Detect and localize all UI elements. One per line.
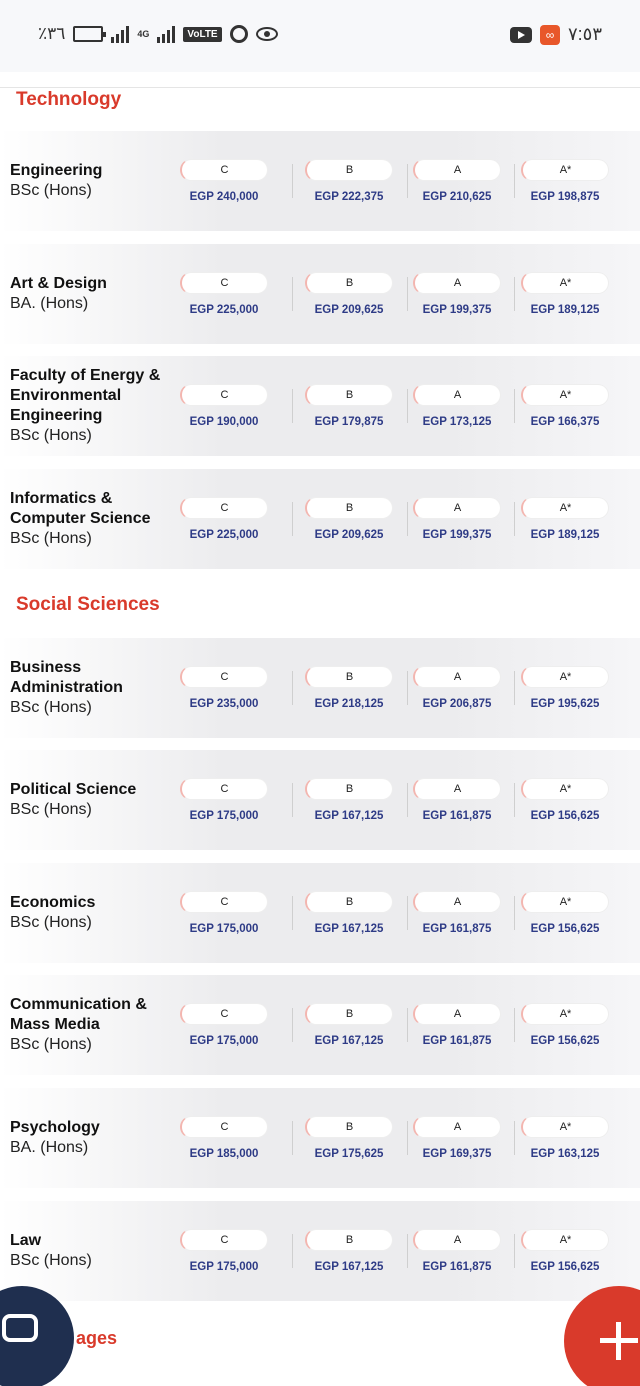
program-name: Faculty of Energy & Environmental Engineering	[10, 367, 161, 424]
program-row	[0, 469, 640, 569]
grade-price: EGP 189,125	[530, 304, 600, 316]
battery-percent: ٪٣٦	[38, 24, 66, 43]
grade-price: EGP 161,875	[422, 923, 492, 935]
grade-price: EGP 161,875	[422, 1261, 492, 1273]
grade-cell	[522, 469, 608, 569]
grade-pill: B	[305, 1229, 393, 1251]
grade-price: EGP 161,875	[422, 810, 492, 822]
alarm-icon	[230, 25, 248, 43]
grade-pill: C	[180, 272, 268, 294]
program-row	[0, 975, 640, 1075]
program-degree: BSc (Hons)	[10, 801, 92, 818]
grade-pill: A*	[521, 159, 609, 181]
column-divider	[407, 1008, 408, 1042]
program-info	[10, 750, 180, 850]
grade-pill: A	[413, 778, 501, 800]
grade-price: EGP 173,125	[422, 416, 492, 428]
program-row	[0, 638, 640, 738]
grade-price: EGP 167,125	[314, 1035, 384, 1047]
column-divider	[514, 389, 515, 423]
grade-cell	[522, 244, 608, 344]
grade-cell	[306, 975, 392, 1075]
program-name: Political Science	[10, 781, 137, 798]
grade-price: EGP 175,000	[189, 1035, 259, 1047]
grade-cell	[414, 638, 500, 738]
grade-price: EGP 163,125	[530, 1148, 600, 1160]
grade-pill: B	[305, 891, 393, 913]
program-info	[10, 1201, 180, 1301]
grade-pill: B	[305, 159, 393, 181]
grade-cell	[414, 1088, 500, 1188]
column-divider	[292, 896, 293, 930]
grade-pill: A*	[521, 384, 609, 406]
grade-price: EGP 199,375	[422, 529, 492, 541]
grade-price: EGP 218,125	[314, 698, 384, 710]
grade-pill: C	[180, 384, 268, 406]
grade-cell	[184, 244, 264, 344]
program-info	[10, 244, 180, 344]
grade-price: EGP 156,625	[530, 923, 600, 935]
grade-price: EGP 175,000	[189, 923, 259, 935]
program-name: Law	[10, 1232, 42, 1249]
grade-price: EGP 210,625	[422, 191, 492, 203]
column-divider	[514, 1234, 515, 1268]
status-left	[38, 24, 278, 44]
grade-price: EGP 167,125	[314, 1261, 384, 1273]
grade-cell	[414, 975, 500, 1075]
grade-price: EGP 198,875	[530, 191, 600, 203]
grade-pill: A*	[521, 666, 609, 688]
grade-pill: C	[180, 1116, 268, 1138]
program-degree: BA. (Hons)	[10, 1139, 89, 1156]
grade-price: EGP 206,875	[422, 698, 492, 710]
grade-pill: B	[305, 666, 393, 688]
grade-pill: A	[413, 1229, 501, 1251]
grade-pill: B	[305, 384, 393, 406]
program-row	[0, 1088, 640, 1188]
program-name: Communication & Mass Media	[10, 996, 147, 1033]
chat-button[interactable]	[0, 1286, 74, 1386]
grade-cell	[184, 1088, 264, 1188]
grade-cell	[522, 750, 608, 850]
program-row	[0, 750, 640, 850]
grade-price: EGP 179,875	[314, 416, 384, 428]
grade-pill: A*	[521, 1116, 609, 1138]
program-row	[0, 131, 640, 231]
grade-pill: C	[180, 1003, 268, 1025]
program-degree: BSc (Hons)	[10, 182, 92, 199]
program-degree: BA. (Hons)	[10, 295, 89, 312]
grade-price: EGP 166,375	[530, 416, 600, 428]
grade-price: EGP 167,125	[314, 923, 384, 935]
program-info	[10, 638, 180, 738]
grade-cell	[306, 1201, 392, 1301]
grade-pill: A*	[521, 778, 609, 800]
grade-price: EGP 167,125	[314, 810, 384, 822]
column-divider	[407, 671, 408, 705]
grade-price: EGP 222,375	[314, 191, 384, 203]
grade-price: EGP 209,625	[314, 304, 384, 316]
grade-pill: A*	[521, 497, 609, 519]
network-type: 4G	[137, 29, 150, 39]
grade-cell	[414, 1201, 500, 1301]
column-divider	[407, 277, 408, 311]
grade-cell	[522, 638, 608, 738]
program-info	[10, 356, 180, 456]
grade-cell	[414, 863, 500, 963]
program-degree: BSc (Hons)	[10, 699, 92, 716]
grade-pill: A*	[521, 272, 609, 294]
grade-price: EGP 209,625	[314, 529, 384, 541]
grade-price: EGP 175,625	[314, 1148, 384, 1160]
grade-pill: B	[305, 1116, 393, 1138]
grade-pill: A	[413, 497, 501, 519]
signal-icon	[111, 25, 129, 43]
column-divider	[407, 1121, 408, 1155]
column-divider	[292, 389, 293, 423]
column-divider	[292, 671, 293, 705]
program-degree: BSc (Hons)	[10, 427, 92, 444]
header-divider	[0, 87, 640, 88]
grade-cell	[306, 750, 392, 850]
column-divider	[292, 783, 293, 817]
grade-price: EGP 169,375	[422, 1148, 492, 1160]
program-info	[10, 469, 180, 569]
column-divider	[292, 1234, 293, 1268]
grade-pill: C	[180, 497, 268, 519]
grade-cell	[184, 131, 264, 231]
battery-icon	[73, 26, 103, 42]
status-bar	[0, 0, 640, 72]
column-divider	[292, 1121, 293, 1155]
column-divider	[514, 1121, 515, 1155]
add-button[interactable]	[564, 1286, 640, 1386]
youtube-icon	[510, 27, 532, 43]
column-divider	[292, 164, 293, 198]
column-divider	[514, 1008, 515, 1042]
column-divider	[407, 783, 408, 817]
program-name: Economics	[10, 894, 96, 911]
grade-cell	[306, 244, 392, 344]
section-languages: ages	[76, 1328, 118, 1348]
grade-price: EGP 156,625	[530, 1261, 600, 1273]
grade-price: EGP 161,875	[422, 1035, 492, 1047]
program-name: Psychology	[10, 1119, 100, 1136]
plus-icon-vertical	[616, 1322, 621, 1360]
column-divider	[292, 1008, 293, 1042]
column-divider	[514, 277, 515, 311]
column-divider	[292, 502, 293, 536]
status-right	[510, 24, 602, 45]
column-divider	[514, 502, 515, 536]
program-name: Engineering	[10, 162, 103, 179]
grade-cell	[184, 863, 264, 963]
volte-badge: VoLTE	[183, 27, 221, 42]
program-degree: BSc (Hons)	[10, 914, 92, 931]
grade-cell	[184, 469, 264, 569]
grade-cell	[306, 1088, 392, 1188]
column-divider	[407, 1234, 408, 1268]
column-divider	[407, 164, 408, 198]
grade-pill: A	[413, 272, 501, 294]
grade-cell	[414, 750, 500, 850]
grade-cell	[306, 638, 392, 738]
program-info	[10, 1088, 180, 1188]
program-row	[0, 1201, 640, 1301]
grade-cell	[414, 356, 500, 456]
column-divider	[514, 164, 515, 198]
grade-cell	[522, 975, 608, 1075]
column-divider	[407, 389, 408, 423]
grade-pill: A*	[521, 1229, 609, 1251]
grade-pill: A	[413, 891, 501, 913]
grade-cell	[306, 863, 392, 963]
program-info	[10, 131, 180, 231]
grade-pill: C	[180, 159, 268, 181]
column-divider	[407, 896, 408, 930]
grade-cell	[522, 1088, 608, 1188]
grade-pill: B	[305, 272, 393, 294]
program-row	[0, 244, 640, 344]
grade-pill: C	[180, 891, 268, 913]
grade-pill: A	[413, 1116, 501, 1138]
program-name: Informatics & Computer Science	[10, 490, 151, 527]
program-degree: BSc (Hons)	[10, 1036, 92, 1053]
grade-cell	[414, 131, 500, 231]
program-row	[0, 356, 640, 456]
program-info	[10, 975, 180, 1075]
grade-pill: C	[180, 666, 268, 688]
grade-pill: C	[180, 778, 268, 800]
grade-pill: A	[413, 1003, 501, 1025]
grade-price: EGP 190,000	[189, 416, 259, 428]
grade-pill: B	[305, 497, 393, 519]
grade-cell	[414, 244, 500, 344]
grade-price: EGP 156,625	[530, 810, 600, 822]
program-name: Business Administration	[10, 659, 123, 696]
grade-cell	[522, 356, 608, 456]
grade-cell	[184, 638, 264, 738]
grade-price: EGP 156,625	[530, 1035, 600, 1047]
grade-cell	[522, 1201, 608, 1301]
grade-price: EGP 185,000	[189, 1148, 259, 1160]
grade-cell	[306, 469, 392, 569]
grade-cell	[184, 975, 264, 1075]
eye-icon	[256, 27, 278, 41]
program-info	[10, 863, 180, 963]
grade-cell	[184, 1201, 264, 1301]
grade-price: EGP 199,375	[422, 304, 492, 316]
grade-cell	[184, 356, 264, 456]
grade-cell	[522, 131, 608, 231]
grade-cell	[414, 469, 500, 569]
program-degree: BSc (Hons)	[10, 1252, 92, 1269]
grade-pill: A*	[521, 891, 609, 913]
grade-cell	[306, 131, 392, 231]
clock-time: ٧:٥٣	[567, 24, 602, 44]
grade-pill: B	[305, 778, 393, 800]
grade-pill: A	[413, 666, 501, 688]
grade-cell	[522, 863, 608, 963]
column-divider	[407, 502, 408, 536]
app-notification-icon: ∞	[540, 25, 560, 45]
column-divider	[514, 783, 515, 817]
grade-price: EGP 175,000	[189, 810, 259, 822]
section-technology: Technology	[16, 89, 122, 110]
grade-pill: A	[413, 384, 501, 406]
section-social-sciences: Social Sciences	[16, 594, 160, 615]
grade-pill: A*	[521, 1003, 609, 1025]
grade-price: EGP 175,000	[189, 1261, 259, 1273]
grade-price: EGP 195,625	[530, 698, 600, 710]
column-divider	[514, 896, 515, 930]
grade-pill: B	[305, 1003, 393, 1025]
program-degree: BSc (Hons)	[10, 530, 92, 547]
column-divider	[514, 671, 515, 705]
program-row	[0, 863, 640, 963]
grade-price: EGP 240,000	[189, 191, 259, 203]
grade-cell	[306, 356, 392, 456]
column-divider	[292, 277, 293, 311]
grade-price: EGP 225,000	[189, 304, 259, 316]
grade-pill: A	[413, 159, 501, 181]
signal-icon-2	[157, 25, 175, 43]
grade-cell	[184, 750, 264, 850]
grade-price: EGP 189,125	[530, 529, 600, 541]
program-name: Art & Design	[10, 275, 107, 292]
chat-icon	[2, 1314, 38, 1342]
grade-price: EGP 235,000	[189, 698, 259, 710]
grade-price: EGP 225,000	[189, 529, 259, 541]
grade-pill: C	[180, 1229, 268, 1251]
